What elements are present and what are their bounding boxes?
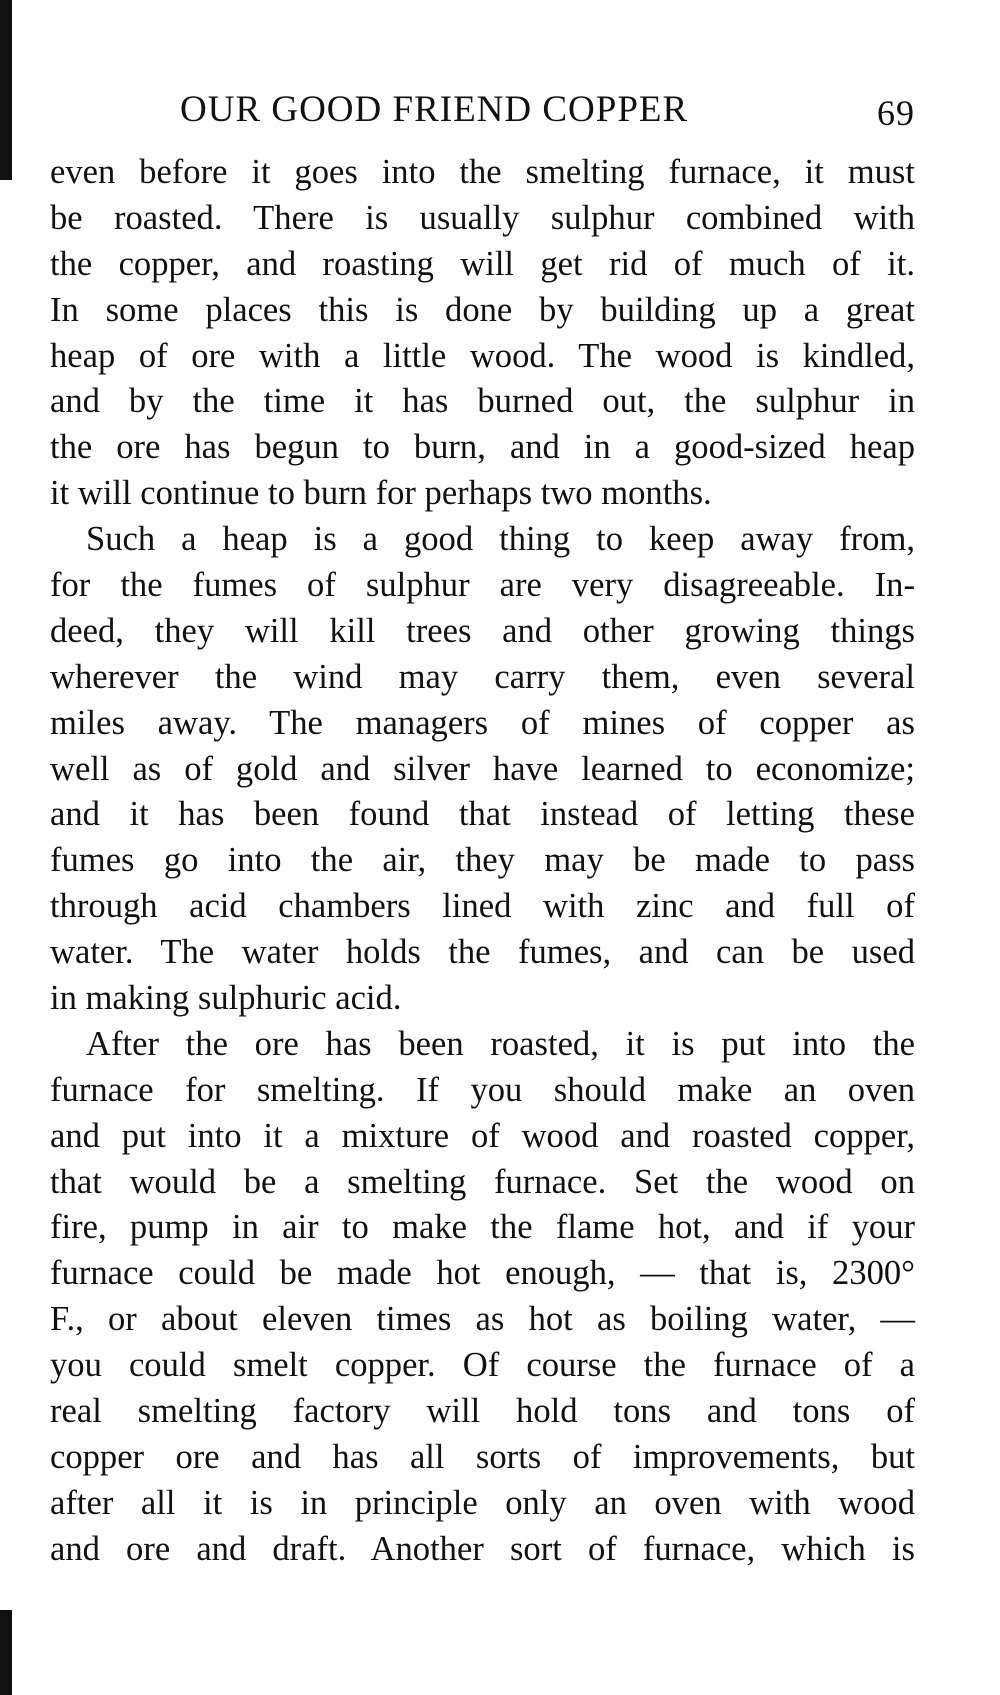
text-line: after all it is in principle only an oven with wood bbox=[50, 1483, 915, 1522]
text-line: After the ore has been roasted, it is put into the bbox=[86, 1024, 915, 1063]
text-line: the ore has begun to burn, and in a good-sized heap bbox=[50, 428, 915, 467]
text-line: wherever the wind may carry them, even several bbox=[50, 657, 915, 696]
text-line: F., or about eleven times as hot as boiling water, — bbox=[50, 1300, 915, 1339]
text-line: you could smelt copper. Of course the furnace of a bbox=[50, 1346, 915, 1385]
text-line: in making sulphuric acid. bbox=[50, 979, 402, 1018]
paragraph bbox=[50, 517, 915, 1022]
text-line: for the fumes of sulphur are very disagreeable. In- bbox=[50, 566, 915, 605]
running-title: OUR GOOD FRIEND COPPER bbox=[180, 89, 689, 130]
text-line: even before it goes into the smelting furnace, it must bbox=[50, 153, 915, 191]
text-line: miles away. The managers of mines of copper as bbox=[50, 703, 915, 742]
text-line: be roasted. There is usually sulphur combined with bbox=[50, 198, 915, 237]
text-line: deed, they will kill trees and other growing things bbox=[50, 611, 915, 650]
text-line: water. The water holds the fumes, and can be used bbox=[50, 933, 915, 972]
body-text bbox=[50, 150, 915, 1573]
binding-edge-mark bbox=[0, 1610, 12, 1695]
text-line: and ore and draft. Another sort of furnace, which is bbox=[50, 1529, 915, 1568]
text-line: that would be a smelting furnace. Set the wood on bbox=[50, 1162, 915, 1201]
text-line: and put into it a mixture of wood and roasted copper, bbox=[50, 1116, 915, 1155]
text-line: furnace for smelting. If you should make an oven bbox=[50, 1070, 915, 1109]
text-line: and by the time it has burned out, the sulphur in bbox=[50, 382, 915, 421]
text-line: copper ore and has all sorts of improvements, but bbox=[50, 1437, 915, 1476]
text-line: well as of gold and silver have learned to economize; bbox=[50, 749, 915, 788]
page-number: 69 bbox=[877, 93, 915, 133]
paragraph bbox=[50, 150, 915, 517]
text-line: fumes go into the air, they may be made to pass bbox=[50, 841, 915, 880]
text-line: and it has been found that instead of letting these bbox=[50, 795, 915, 834]
text-line: through acid chambers lined with zinc and full of bbox=[50, 887, 915, 926]
text-line: Such a heap is a good thing to keep away from, bbox=[86, 520, 915, 559]
text-line: real smelting factory will hold tons and tons of bbox=[50, 1392, 915, 1431]
text-line: the copper, and roasting will get rid of much of it. bbox=[50, 244, 915, 283]
text-line: furnace could be made hot enough, — that is, 2300° bbox=[50, 1254, 915, 1293]
text-line: In some places this is done by building up a great bbox=[50, 290, 915, 329]
text-line: fire, pump in air to make the flame hot, and if your bbox=[50, 1208, 915, 1247]
text-line: heap of ore with a little wood. The wood is kindled, bbox=[50, 336, 915, 375]
paragraph bbox=[50, 1022, 915, 1573]
running-header bbox=[180, 88, 920, 138]
text-line: it will continue to burn for perhaps two months. bbox=[50, 474, 712, 513]
binding-edge-mark bbox=[0, 0, 12, 180]
